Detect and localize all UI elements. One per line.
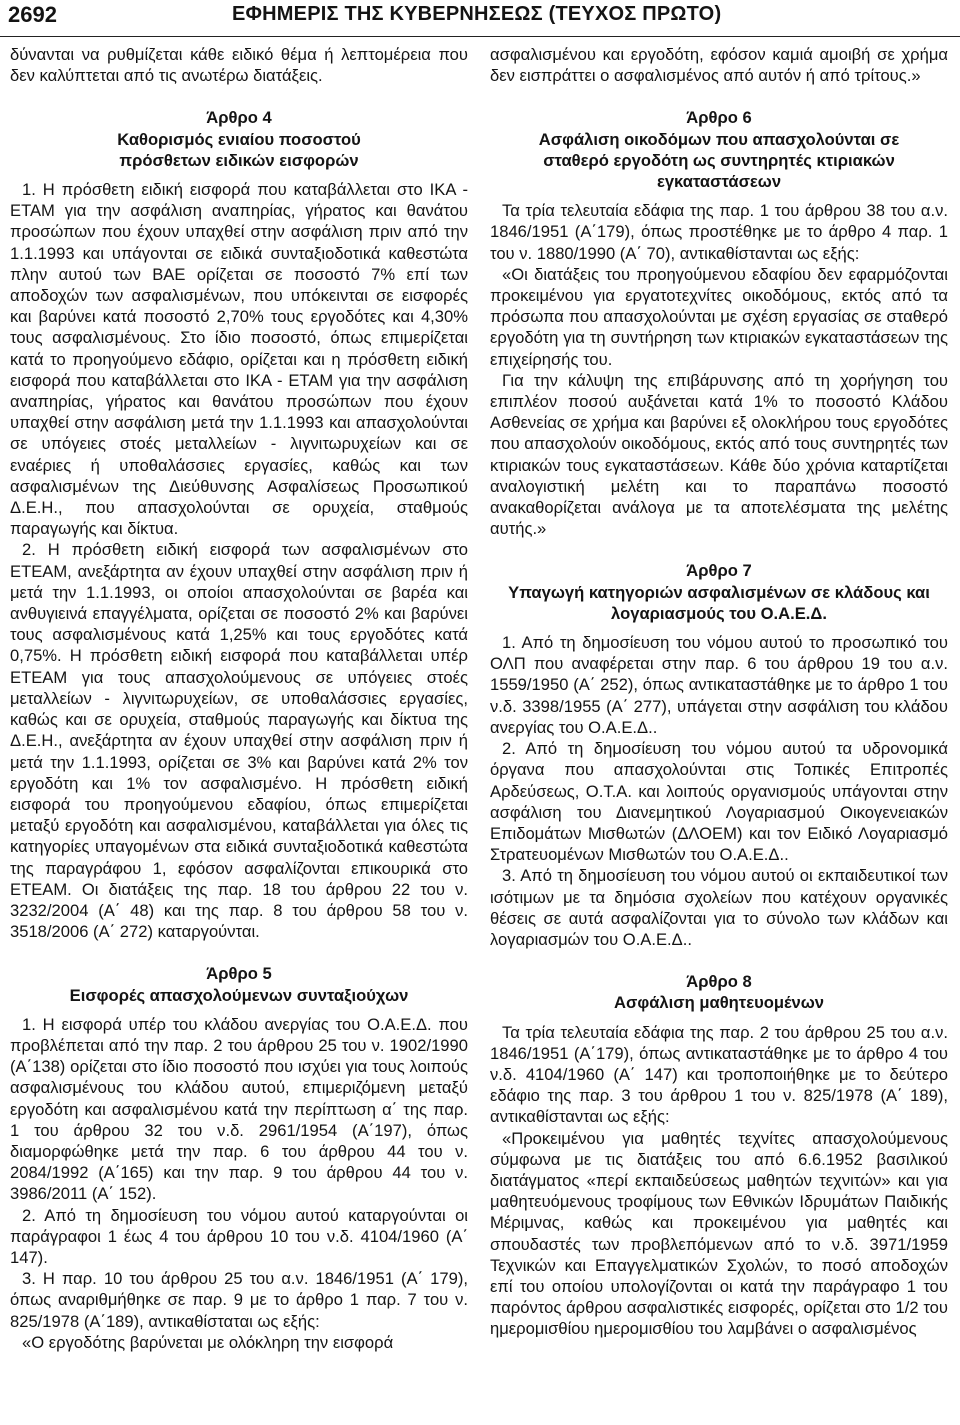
article-4-title: Καθορισμός ενιαίου ποσοστού πρόσθετων ειδικών εισφορών <box>117 129 361 170</box>
page-number: 2692 <box>8 2 57 27</box>
article-7-heading <box>490 560 948 624</box>
gazette-title: ΕΦΗΜΕΡΙΣ ΤΗΣ ΚΥΒΕΡΝΗΣΕΩΣ (ΤΕΥΧΟΣ ΠΡΩΤΟ) <box>232 3 722 25</box>
article-8-paragraph-1: Τα τρία τελευταία εδάφια της παρ. 2 του άρθρου 25 του α.ν. 1846/1951 (Α΄179), όπως αντικαταστάθηκε με το άρθρο 4 του ν.δ. 4104/1960 (Α΄ 147) και τροποποιήθηκε με το δεύτερο εδάφιο της παρ. 3 του άρθρου 1 του ν. 825/1978 (Α΄ 189), αντικαθίστανται ως εξής: <box>490 1022 948 1127</box>
article-8-number: Άρθρο 8 <box>686 972 752 992</box>
right-intro-paragraph: ασφαλισμένου και εργοδότη, εφόσον καμιά αμοιβή σε χρήμα δεν εισπράττει ο ασφαλισμένος από αυτόν ή από τρίτους.» <box>490 45 948 86</box>
article-5-paragraph-3: 3. Η παρ. 10 του άρθρου 25 του α.ν. 1846/1951 (Α΄ 179), όπως αναριθμήθηκε σε παρ. 9 με το άρθρο 1 παρ. 7 του ν. 825/1978 (Α΄189), αντικαθίσταται ως εξής: <box>10 1269 468 1331</box>
article-7-paragraph-1: 1. Από τη δημοσίευση του νόμου αυτού το προσωπικό του ΟΛΠ που αναφέρεται στην παρ. 6 του άρθρου 19 του α.ν. 1559/1950 (Α΄ 252), όπως αντικαταστάθηκε με το άρθρο 1 του ν.δ. 3398/1955 (Α΄ 277), υπάγεται στην ασφάλιση του κλάδου ανεργίας του Ο.Α.Ε.Δ.. <box>490 633 948 737</box>
article-4-paragraph-2: 2. Η πρόσθετη ειδική εισφορά των ασφαλισμένων στο ΕΤΕΑΜ, ανεξάρτητα αν έχουν υπαχθεί στην ασφάλιση πριν ή μετά την 1.1.1993, οι οποίοι απασχολούνται σε βαρέα και ανθυγιεινά επαγγέλματα, ορίζεται σε ποσοστό 2% και βαρύνει τους ασφαλισμένους κατά 1,25% και τους εργοδότες κατά 0,75%. Η πρόσθετη ειδική εισφορά που καταβάλλεται υπέρ ΕΤΕΑΜ για τους απασχολούμενους σε υπόγειες στοές μεταλλείων - λιγνιτωρυχείων, σε υποθαλάσσιες εργασίες, καθώς και σε ορυχεία, σταθμούς παραγωγής και δίκτυα της Δ.Ε.Η., ανεξάρτητα αν έχουν υπαχθεί στην ασφάλιση πριν ή μετά την 1.1.1993, ορίζεται σε 3% και βαρύνει κατά 2% τον εργοδότη και 1% τον ασφαλισμένο. Η πρόσθετη ειδική εισφορά του προηγούμενου εδαφίου, όπως επιμερίζεται μεταξύ εργοδότη και ασφαλισμένου, καταβάλλεται για όλες τις κατηγορίες υπαγομένων στα ειδικά συνταξιοδοτικά καθεστώτα της παραγράφου 1, εφόσον ασφαλίζονται επικουρικά στο ΕΤΕΑΜ. Οι διατάξεις της παρ. 18 του άρθρου 22 του ν. 3232/2004 (Α΄ 48) και της παρ. 8 του άρθρου 58 του ν. 3518/2006 (Α΄ 272) καταργούνται. <box>10 540 468 942</box>
article-7-number: Άρθρο 7 <box>686 561 752 581</box>
article-5-paragraph-1: 1. Η εισφορά υπέρ του κλάδου ανεργίας του Ο.Α.Ε.Δ. που προβλέπεται από την παρ. 2 του άρθρου 25 του ν. 1902/1990 (Α΄138) ορίζεται στο ίδιο ποσοστό που ισχύει για τους λοιπούς ασφαλισμένους του κλάδου αυτού, επιμεριζόμενη μεταξύ εργοδότη και ασφαλισμένου κατά την περίπτωση α΄ της παρ. 1 του άρθρου 32 του ν.δ. 2961/1954 (Α΄197), όπως διαμορφώθηκε μετά την παρ. 6 του άρθρου 44 του ν. 2084/1992 (Α΄165) και την παρ. 9 του άρθρου 44 του ν. 3986/2011 (Α΄ 152). <box>10 1014 468 1204</box>
article-6-title: Ασφάλιση οικοδόμων που απασχολούνται σε σταθερό εργοδότη ως συντηρητές κτιριακών εγκαταστάσεων <box>538 129 900 192</box>
page-header <box>0 0 960 37</box>
article-6-paragraph-1: Τα τρία τελευταία εδάφια της παρ. 1 του άρθρου 38 του α.ν. 1846/1951 (Α΄179), όπως προστέθηκε με το άρθρο 4 παρ. 1 του ν. 1880/1990 (Α΄ 70), αντικαθίστανται ως εξής: <box>490 201 948 263</box>
left-column <box>10 44 468 1353</box>
article-6-heading <box>490 107 948 192</box>
article-5-title: Εισφορές απασχολούμενων συνταξιούχων <box>69 985 409 1005</box>
article-5-heading <box>10 963 468 1005</box>
article-7-paragraph-2: 2. Από τη δημοσίευση του νόμου αυτού τα υδρονομικά όργανα που απασχολούνται στις Τοπικές Επιτροπές Αρδεύσεως, Ο.Τ.Α. και λοιπούς οργανισμούς υπάγονται στην ασφάλιση του Διανεμητικού Λογαριασμού Οικογενειακών Επιδομάτων Μισθωτών (ΔΛΟΕΜ) και τον Ειδικό Λογαριασμό Στρατευομένων Μισθωτών του Ο.Α.Ε.Δ.. <box>490 739 948 865</box>
article-6-paragraph-2: «Οι διατάξεις του προηγούμενου εδαφίου δεν εφαρμόζονται προκειμένου για εργατοτεχνίτες οικοδόμους, εκτός από τα πρόσωπα που απασχολούνται με σχέση εργασίας σε σταθερό εργοδότη για τη συντήρηση των κτιριακών εγκαταστάσεων της επιχείρησής του. <box>490 264 948 369</box>
article-4-paragraph-1: 1. Η πρόσθετη ειδική εισφορά που καταβάλλεται στο ΙΚΑ - ΕΤΑΜ για την ασφάλιση αναπηρίας, γήρατος και θανάτου προσώπων που έχουν υπαχθεί στην ασφάλιση πριν από την 1.1.1993 και υπάγονται σε ειδικά συνταξιοδοτικά καθεστώτα πλην αυτού των ΒΑΕ ορίζεται σε ποσοστό 7% επί των αποδοχών των ασφαλισμένων, που υπόκεινται σε εισφορές και βαρύνει κατά ποσοστό 2,70% τους εργοδότες και 4,30% τους ασφαλισμένους. Στο ίδιο ποσοστό, όπως επιμερίζεται κατά το προηγούμενο εδάφιο, ορίζεται και η πρόσθετη ειδική εισφορά που καταβάλλεται στο ΙΚΑ - ΕΤΑΜ για την ασφάλιση αναπηρίας, γήρατος και θανάτου προσώπων που έχουν υπαχθεί στην ασφάλιση μετά την 1.1.1993 και απασχολούνται σε υπόγειες στοές μεταλλείων - λιγνιτωρυχείων και σε εναέριες ή υποθαλάσσιες εργασίες, καθώς και των ασφαλισμένων της Διεύθυνσης Ασφαλίσεως Προσωπικού Δ.Ε.Η., που απασχολούνται σε ορυχεία, σταθμούς παραγωγής και δίκτυα. <box>10 180 468 539</box>
article-4-number: Άρθρο 4 <box>206 108 272 128</box>
article-8-heading <box>490 971 948 1013</box>
article-5-paragraph-2: 2. Από τη δημοσίευση του νόμου αυτού καταργούνται οι παράγραφοι 1 έως 4 του άρθρου 10 του ν.δ. 4104/1960 (Α΄ 147). <box>10 1205 468 1267</box>
article-5-paragraph-4: «Ο εργοδότης βαρύνεται με ολόκληρη την εισφορά <box>22 1332 394 1352</box>
article-4-heading <box>10 107 468 171</box>
article-6-paragraph-3: Για την κάλυψη της επιβάρυνσης από τη χορήγηση του επιπλέον ποσού αυξάνεται κατά 1% το ποσοστό Κλάδου Ασθενείας σε χρήμα και βαρύνει εξ ολοκλήρου τους εργοδότες που απασχολούν οικοδόμους, εκτός από τους συντηρητές των κτιριακών τους εγκαταστάσεων. Κάθε δύο χρόνια καταρτίζεται αναλογιστική μελέτη και το παραπάνω ποσοστό ανακαθορίζεται ανάλογα με τα αποτελέσματα της μελέτης αυτής.» <box>490 370 948 539</box>
article-7-title: Υπαγωγή κατηγοριών ασφαλισμένων σε κλάδους και λογαριασμούς του Ο.Α.Ε.Δ. <box>508 582 930 623</box>
right-column <box>490 44 948 1340</box>
article-8-title: Ασφάλιση μαθητευομένων <box>614 993 824 1013</box>
article-8-paragraph-2: «Προκειμένου για μαθητές τεχνίτες απασχολούμενους σύμφωνα με τις διατάξεις του από 6.6.1952 βασιλικού διατάγματος «περί εκπαιδεύσεως μαθητών τεχνιτών» και για μαθητευόμενους τροφίμους των Εθνικών Ιδρυμάτων Παιδικής Μέριμνας, καθώς και προκειμένου για μαθητές και σπουδαστές των προβλεπόμενων από το ν.δ. 3971/1959 Τεχνικών και Επαγγελματικών Σχολών, το ποσό αποδοχών επί του οποίου υπολογίζονται οι κατά την παράγραφο 1 του παρόντος άρθρου ασφαλιστικές εισφορές, ορίζεται στο 1/2 του ημερομισθίου ημερομισθίου του λαμβάνει ο ασφαλισμένος <box>490 1128 948 1339</box>
article-7-paragraph-3: 3. Από τη δημοσίευση του νόμου αυτού οι εκπαιδευτικοί των ισότιμων με τα δημόσια σχολείων που κατέχουν οργανικές θέσεις σε αυτά ασφαλίζονται για το σύνολο των κλάδων και λογαριασμών του Ο.Α.Ε.Δ.. <box>490 866 948 949</box>
left-intro-paragraph: δύνανται να ρυθμίζεται κάθε ειδικό θέμα ή λεπτομέρεια που δεν καλύπτεται από τις ανωτέρω διατάξεις. <box>10 45 468 86</box>
article-6-number: Άρθρο 6 <box>686 108 752 128</box>
article-5-number: Άρθρο 5 <box>206 964 272 984</box>
